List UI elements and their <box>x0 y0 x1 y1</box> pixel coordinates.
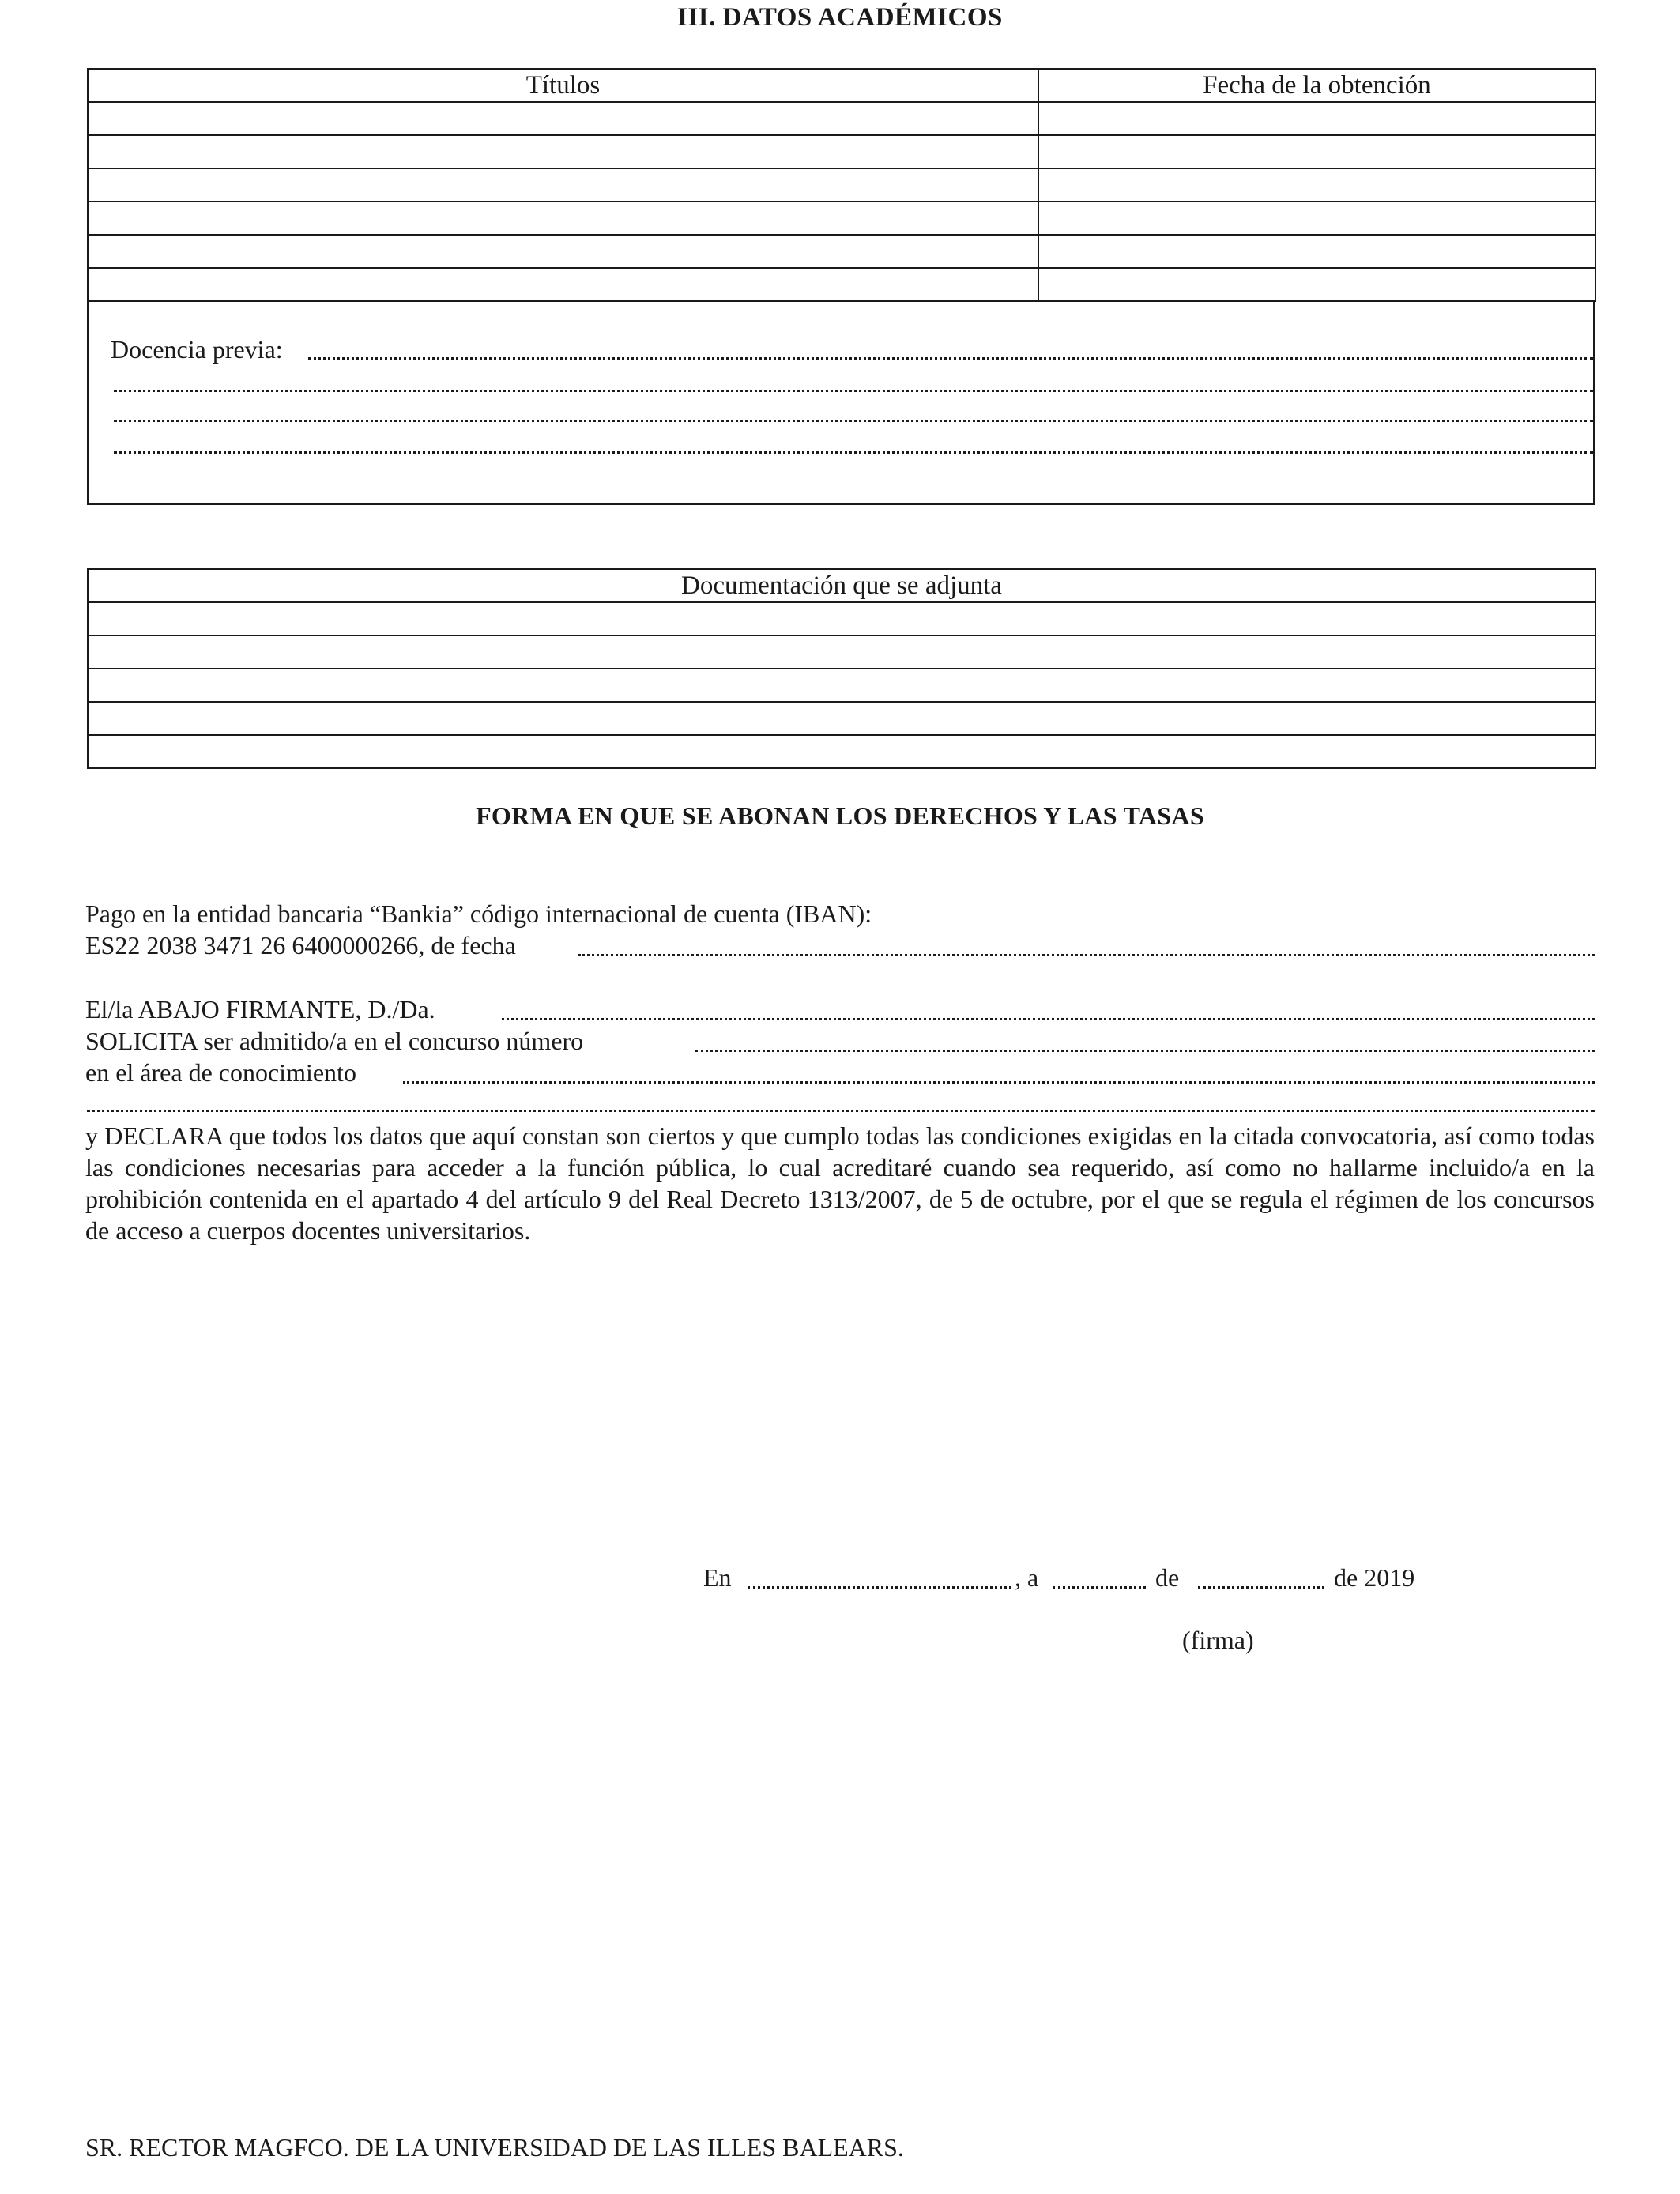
payment-line-2: ES22 2038 3471 26 6400000266, de fecha <box>85 931 516 959</box>
docencia-line-2[interactable] <box>114 390 1593 392</box>
table-row[interactable] <box>88 669 1595 702</box>
titulos-header: Títulos <box>88 69 1038 102</box>
document-cell[interactable] <box>88 735 1595 768</box>
title-cell[interactable] <box>88 235 1038 268</box>
signature-year-label: de 2019 <box>1334 1563 1415 1592</box>
table-header-row <box>88 69 1595 102</box>
documentation-table <box>87 568 1596 769</box>
title-cell[interactable] <box>88 202 1038 235</box>
table-row[interactable] <box>88 102 1595 135</box>
docencia-line-1[interactable] <box>308 357 1593 360</box>
signature-day-field[interactable] <box>1053 1586 1146 1589</box>
docencia-previa-box <box>87 301 1595 505</box>
documentation-header: Documentación que se adjunta <box>88 569 1595 602</box>
date-cell[interactable] <box>1038 202 1595 235</box>
table-row[interactable] <box>88 235 1595 268</box>
fecha-header: Fecha de la obtención <box>1038 69 1595 102</box>
docencia-previa-label: Docencia previa: <box>111 335 283 364</box>
title-cell[interactable] <box>88 102 1038 135</box>
concurso-number-field[interactable] <box>695 1050 1595 1052</box>
title-cell[interactable] <box>88 268 1038 301</box>
table-header-row <box>88 569 1595 602</box>
section-title: III. DATOS ACADÉMICOS <box>677 3 1003 32</box>
docencia-line-3[interactable] <box>114 420 1593 422</box>
area-label: en el área de conocimiento <box>85 1058 356 1087</box>
date-cell[interactable] <box>1038 235 1595 268</box>
payment-date-field[interactable] <box>578 954 1595 956</box>
addressee: SR. RECTOR MAGFCO. DE LA UNIVERSIDAD DE LAS ILLES BALEARS. <box>85 2133 904 2162</box>
signature-de-label: de <box>1155 1563 1180 1592</box>
table-row[interactable] <box>88 635 1595 669</box>
area-field[interactable] <box>403 1081 1595 1084</box>
document-cell[interactable] <box>88 702 1595 735</box>
signature-en-label: En <box>703 1563 732 1592</box>
payment-line-1: Pago en la entidad bancaria “Bankia” código internacional de cuenta (IBAN): <box>85 899 872 928</box>
table-row[interactable] <box>88 135 1595 168</box>
table-row[interactable] <box>88 268 1595 301</box>
table-row[interactable] <box>88 602 1595 635</box>
title-cell[interactable] <box>88 168 1038 202</box>
document-cell[interactable] <box>88 635 1595 669</box>
firmante-name-field[interactable] <box>502 1018 1595 1020</box>
firmante-label: El/la ABAJO FIRMANTE, D./Da. <box>85 995 435 1023</box>
date-cell[interactable] <box>1038 135 1595 168</box>
table-row[interactable] <box>88 168 1595 202</box>
date-cell[interactable] <box>1038 102 1595 135</box>
docencia-line-4[interactable] <box>114 451 1593 454</box>
date-cell[interactable] <box>1038 168 1595 202</box>
declaration-text: y DECLARA que todos los datos que aquí constan son ciertos y que cumplo todas las condiciones exigidas en la citada convocatoria, así como todas las condiciones necesarias para acceder a la función pública, lo cual acreditaré cuando sea requerido, así como no hallarme incluido/a en la prohibición contenida en el apartado 4 del artículo 9 del Real Decreto 1313/2007, de 5 de octubre, por el que se regula el régimen de los concursos de acceso a cuerpos docentes universitarios. <box>85 1122 1595 1245</box>
area-field-continued[interactable] <box>87 1110 1595 1112</box>
document-cell[interactable] <box>88 669 1595 702</box>
payment-heading: FORMA EN QUE SE ABONAN LOS DERECHOS Y LAS TASAS <box>476 801 1204 830</box>
firma-label: (firma) <box>1182 1626 1254 1654</box>
signature-month-field[interactable] <box>1198 1586 1324 1589</box>
academic-titles-table <box>87 68 1596 302</box>
table-row[interactable] <box>88 202 1595 235</box>
title-cell[interactable] <box>88 135 1038 168</box>
date-cell[interactable] <box>1038 268 1595 301</box>
document-cell[interactable] <box>88 602 1595 635</box>
table-row[interactable] <box>88 735 1595 768</box>
signature-place-field[interactable] <box>748 1586 1011 1589</box>
solicita-label: SOLICITA ser admitido/a en el concurso número <box>85 1027 584 1055</box>
table-row[interactable] <box>88 702 1595 735</box>
signature-a-label: , a <box>1015 1563 1039 1592</box>
